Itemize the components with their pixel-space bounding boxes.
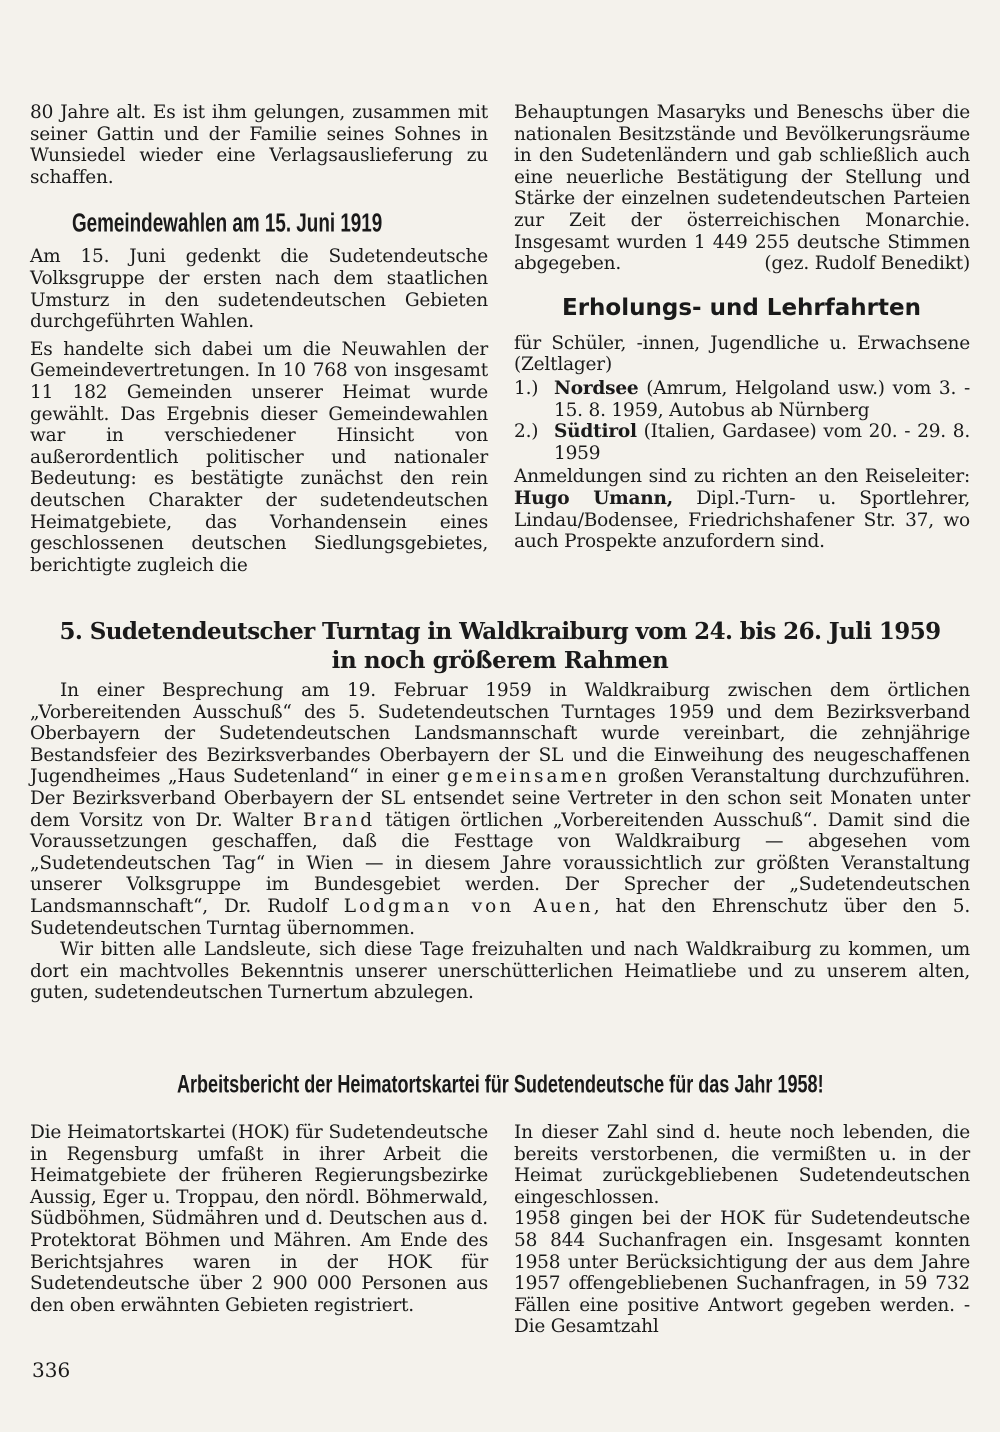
hok-left-column bbox=[30, 1122, 488, 1316]
section-heading-gemeindewahlen: Gemeindewahlen am 15. Juni 1919 bbox=[72, 208, 383, 238]
registration-address: Dipl.-Turn- u. Sportlehrer, Lindau/Bodensee, Friedrichshafener Str. 37, wo auch Prospekte anzufordern sind. bbox=[514, 487, 970, 553]
turntag-spaced-word: Lodgman von Auen bbox=[343, 895, 594, 917]
turntag-title-line-2: in noch größerem Rahmen bbox=[331, 647, 669, 674]
turntag-article bbox=[30, 618, 970, 1004]
hok-left-paragraph: Die Heimatortskartei (HOK) für Sudetendeutsche in Regensburg umfaßt in ihrer Arbeit die Heimatgebiete der früheren Regierungsbezirke Aussig, Eger u. Troppau, den nördl. Böhmerwald, Südböhmen, Südmähren und d. Deutschen aus d. Protektorat Böhmen und Mähren. Am Ende des Berichtsjahres waren in der HOK für Sudetendeutsche über 2 900 000 Personen aus den oben erwähnten Gebieten registriert. bbox=[30, 1122, 488, 1316]
trips-intro: für Schüler, -innen, Jugendliche u. Erwachsene (Zeltlager) bbox=[514, 332, 970, 376]
turntag-title-line-1: 5. Sudetendeutscher Turntag in Waldkraiburg vom 24. bis 26. Juli 1959 bbox=[59, 618, 941, 645]
list-item bbox=[514, 378, 970, 421]
registration-text: Anmeldungen sind zu richten an den Reiseleiter: bbox=[514, 466, 970, 488]
signature: (gez. Rudolf Benedikt) bbox=[764, 253, 970, 275]
gemeindewahlen-paragraph-1: Am 15. Juni gedenkt die Sudetendeutsche Volksgruppe der ersten nach dem staatlichen Umsturz in den sudetendeutschen Gebieten durchgeführten Wahlen. bbox=[30, 246, 488, 333]
registration-paragraph bbox=[514, 466, 970, 552]
hok-right-column bbox=[514, 1122, 970, 1338]
trip-details: (Italien, Gardasee) vom 20. - 29. 8. 1959 bbox=[554, 421, 970, 464]
turntag-text: In einer Besprechung am 19. Februar 1959 in Waldkraiburg zwischen dem örtlichen „Vorbereitenden Ausschuß“ des 5. Sudetendeutschen Turntages 1959 und dem Bezirksverband Oberbayern der Sudetendeutschen Landsmannschaft wurde vereinbart, die zehnjährige Bestandsfeier des Bezirksverbandes Oberbayern der SL und die Einweihung des neugeschaffenen Jugendheimes „Haus Sudetenland“ in einer bbox=[30, 680, 970, 788]
turntag-text: großen Veranstaltung durchzuführen. Der Bezirksverband Oberbayern der SL entsendet seine Vertreter in den schon seit Monaten unter dem Vorsitz von Dr. Walter bbox=[30, 766, 970, 831]
hok-article-heading-wrap bbox=[30, 1070, 970, 1096]
list-number: 2.) bbox=[514, 421, 539, 443]
left-column bbox=[30, 102, 488, 576]
turntag-paragraph-1 bbox=[30, 680, 970, 939]
turntag-text: tätigen örtlichen „Vorbereitenden Ausschuß“. Damit sind die Voraussetzungen geschaffen, daß die Festtage von Waldkraiburg — abgesehen vom „Sudetendeutschen Tag“ in Wien — in diesem Jahre voraussichtlich zur größten Veranstaltung unserer Volksgruppe im Bundesgebiet werden. Der Sprecher der „Sudetendeutschen Landsmannschaft“, Dr. Rudolf bbox=[30, 809, 970, 917]
turntag-spaced-word: Brand bbox=[302, 809, 376, 831]
gemeindewahlen-paragraph-2: Es handelte sich dabei um die Neuwahlen der Gemeindevertretungen. In 10 768 von insgesamt 11 182 Gemeinden unserer Heimat wurde gewählt. Das Ergebnis dieser Gemeindewahlen war in verschiedener Hinsicht von außerordentlich politischer und nationaler Bedeutung: es bestätigte zunächst den rein deutschen Charakter der sudetendeutschen Heimatgebiete, das Vorhandensein eines geschlossenen deutschen Siedlungsgebietes, berichtigte zugleich die bbox=[30, 338, 488, 576]
continuation-paragraph bbox=[514, 102, 970, 275]
tour-leader-name: Hugo Umann, bbox=[514, 487, 674, 509]
trip-details: (Amrum, Helgoland usw.) vom 3. - 15. 8. 1959, Autobus ab Nürnberg bbox=[554, 377, 970, 421]
list-item bbox=[514, 421, 970, 464]
hok-right-paragraph-2: 1958 gingen bei der HOK für Sudetendeutsche 58 844 Suchanfragen ein. Insgesamt konnten 1958 unter Berücksichtigung der aus dem Jahre 1957 offengebliebenen Suchanfragen, in 59 732 Fällen eine positive Antwort gegeben werden. - Die Gesamtzahl bbox=[514, 1208, 970, 1338]
intro-paragraph: 80 Jahre alt. Es ist ihm gelungen, zusammen mit seiner Gattin und der Familie seines Sohnes in Wunsiedel wieder eine Verlagsauslieferung zu schaffen. bbox=[30, 102, 488, 188]
list-number: 1.) bbox=[514, 377, 539, 399]
continuation-text: Behauptungen Masaryks und Beneschs über die nationalen Besitzstände und Bevölkerungsräume in den Sudetenländern und gab schließlich auch eine neuerliche Bestätigung der Stellung und Stärke der einzelnen sudetendeutschen Parteien zur Zeit der österreichischen Monarchie. Insgesamt wurden 1 449 255 deutsche Stimmen abgegeben. bbox=[514, 102, 970, 275]
destination-name: Südtirol bbox=[554, 421, 637, 443]
turntag-spaced-word: gemeinsamen bbox=[446, 766, 610, 788]
destination-name: Nordsee bbox=[554, 377, 639, 399]
turntag-text: , hat den Ehrenschutz über den 5. Sudetendeutschen Turntag übernommen. bbox=[30, 895, 971, 939]
hok-right-paragraph-1: In dieser Zahl sind d. heute noch lebenden, die bereits verstorbenen, die vermißten u. in der Heimat zurückgebliebenen Sudetendeutschen eingeschlossen. bbox=[514, 1122, 970, 1208]
right-column bbox=[514, 102, 970, 553]
section-heading-erholungsfahrten: Erholungs- und Lehrfahrten bbox=[562, 294, 921, 321]
turntag-paragraph-2: Wir bitten alle Landsleute, sich diese Tage freizuhalten und nach Waldkraiburg zu kommen, um dort ein machtvolles Bekenntnis unserer unerschütterlichen Heimatliebe und zu unserem alten, guten, sudetendeutschen Turnertum abzulegen. bbox=[30, 939, 970, 1004]
page-number: 336 bbox=[32, 1358, 71, 1382]
hok-heading: Arbeitsbericht der Heimatortskartei für Sudetendeutsche für das Jahr 1958! bbox=[176, 1070, 824, 1098]
